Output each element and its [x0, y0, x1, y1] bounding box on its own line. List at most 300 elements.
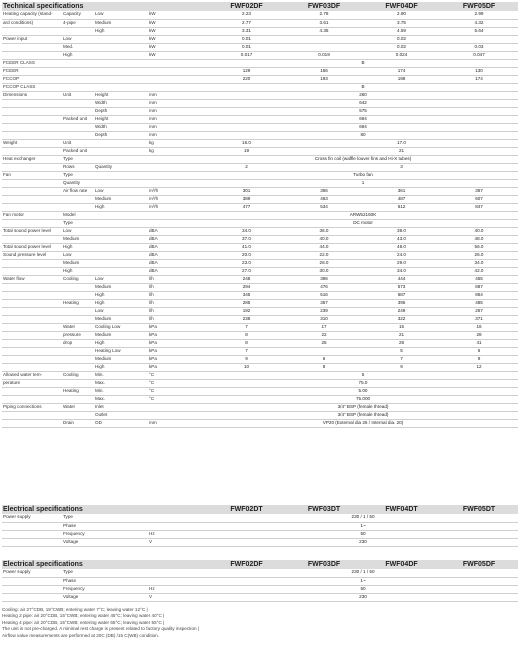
- footnote-line: Heating 2 pipe: air 20°CDB, 15°CWB; entering water 45°C; leaving water 40°C |: [2, 613, 165, 619]
- row-sublabel: 4-pipe: [62, 19, 94, 27]
- row-label: [2, 187, 62, 195]
- table-row: [2, 155, 518, 163]
- row-detail: [94, 251, 148, 259]
- value-cell: 444: [363, 275, 440, 283]
- row-sublabel: [62, 59, 94, 67]
- row-label: [2, 315, 62, 323]
- value-cell: 230 / 1 / 50: [208, 569, 518, 577]
- value-cell: 8: [208, 331, 285, 339]
- row-detail: Cooling Low: [94, 323, 148, 331]
- row-detail: [94, 35, 148, 43]
- value-cell: 28: [440, 331, 518, 339]
- row-unit: m³/h: [148, 195, 208, 203]
- row-label: FCEER: [2, 67, 62, 75]
- row-unit: mm: [148, 91, 208, 99]
- value-cell: 5: [208, 371, 518, 379]
- value-cell: 612: [363, 203, 440, 211]
- row-label: [2, 395, 62, 403]
- row-sublabel: Low: [62, 251, 94, 259]
- row-label: [2, 538, 62, 546]
- value-cell: 50: [208, 530, 518, 538]
- row-sublabel: [62, 203, 94, 211]
- row-sublabel: Rows: [62, 163, 94, 171]
- value-cell: 260: [208, 91, 518, 99]
- row-label: FCEER CLASS: [2, 59, 62, 67]
- table-row: [2, 147, 518, 155]
- row-sublabel: Medium: [62, 259, 94, 267]
- row-sublabel: Capacity: [62, 11, 94, 19]
- footnote-line: The unit is not pre-charged. A minimal rest charge is present related to factory quality inspection |: [2, 626, 200, 632]
- row-sublabel: [62, 27, 94, 35]
- row-sublabel: [62, 123, 94, 131]
- value-cell: 3.31: [208, 27, 285, 35]
- row-sublabel: Water: [62, 403, 94, 411]
- row-label: Fan: [2, 171, 62, 179]
- row-sublabel: Voltage: [62, 538, 94, 546]
- value-cell: 15: [363, 323, 440, 331]
- table-row: [2, 179, 518, 187]
- row-unit: Hz: [148, 585, 208, 593]
- table-row: [2, 235, 518, 243]
- row-sublabel: Type: [62, 171, 94, 179]
- row-detail: High: [94, 291, 148, 299]
- value-cell: 477: [208, 203, 285, 211]
- row-unit: mm: [148, 107, 208, 115]
- row-detail: Heating Low: [94, 347, 148, 355]
- row-sublabel: Medium: [62, 235, 94, 243]
- row-unit: [148, 179, 208, 187]
- model-header: FWF05DT: [440, 505, 518, 514]
- value-cell: 357: [285, 299, 363, 307]
- value-cell: 1~: [208, 522, 518, 530]
- row-unit: [148, 569, 208, 577]
- model-header: FWF03DF: [285, 2, 363, 11]
- row-unit: °C: [148, 395, 208, 403]
- row-detail: [94, 147, 148, 155]
- row-sublabel: High: [62, 243, 94, 251]
- value-cell: 30.0: [285, 267, 363, 275]
- value-cell: 4.32: [440, 19, 518, 27]
- model-header: FWF02DT: [208, 505, 285, 514]
- value-cell: 174: [440, 75, 518, 83]
- row-detail: Medium: [94, 315, 148, 323]
- value-cell: 16.0: [208, 139, 285, 147]
- value-cell: 20.0: [208, 251, 285, 259]
- value-cell: 10: [208, 363, 285, 371]
- row-label: [2, 147, 62, 155]
- row-label: [2, 51, 62, 59]
- row-label: [2, 291, 62, 299]
- row-label: [2, 593, 62, 601]
- row-label: [2, 363, 62, 371]
- row-unit: mm: [148, 131, 208, 139]
- value-cell: 3/4" BSP (female thread): [208, 411, 518, 419]
- row-sublabel: [62, 395, 94, 403]
- row-detail: Quantity: [94, 163, 148, 171]
- table-row: [2, 203, 518, 211]
- value-cell: 5.00: [208, 387, 518, 395]
- value-cell: 25: [285, 339, 363, 347]
- value-cell: 29.0: [363, 259, 440, 267]
- value-cell: 294: [208, 283, 285, 291]
- row-label: [2, 339, 62, 347]
- value-cell: 38.0: [363, 227, 440, 235]
- row-label: [2, 299, 62, 307]
- value-cell: 230: [208, 538, 518, 546]
- row-detail: [94, 211, 148, 219]
- table-row: [2, 331, 518, 339]
- value-cell: 17: [285, 323, 363, 331]
- value-cell: 5.64: [440, 27, 518, 35]
- table-row: [2, 123, 518, 131]
- value-cell: 238: [208, 315, 285, 323]
- value-cell: 22.0: [285, 251, 363, 259]
- row-sublabel: [62, 291, 94, 299]
- row-sublabel: [62, 67, 94, 75]
- value-cell: 476: [285, 283, 363, 291]
- row-detail: High: [94, 363, 148, 371]
- row-sublabel: Type: [62, 155, 94, 163]
- row-label: [2, 219, 62, 227]
- value-cell: 0.03: [440, 43, 518, 51]
- value-cell: 6: [440, 347, 518, 355]
- table-row: [2, 99, 518, 107]
- table-row: [2, 395, 518, 403]
- row-unit: [148, 403, 208, 411]
- row-detail: Depth: [94, 107, 148, 115]
- row-label: [2, 203, 62, 211]
- row-label: [2, 387, 62, 395]
- value-cell: 5: [363, 347, 440, 355]
- row-unit: V: [148, 538, 208, 546]
- table-row: [2, 59, 518, 67]
- row-unit: [148, 59, 208, 67]
- row-unit: [148, 577, 208, 585]
- row-sublabel: [62, 131, 94, 139]
- row-detail: Low: [94, 275, 148, 283]
- electrical-specifications-df-table: [2, 560, 518, 602]
- row-label: FCCOP CLASS: [2, 83, 62, 91]
- row-sublabel: Model: [62, 211, 94, 219]
- value-cell: 156: [285, 67, 363, 75]
- row-unit: [148, 411, 208, 419]
- value-cell: 21: [363, 147, 440, 155]
- row-unit: kg: [148, 147, 208, 155]
- row-sublabel: High: [62, 267, 94, 275]
- table-row: [2, 363, 518, 371]
- value-cell: 40.0: [285, 235, 363, 243]
- value-cell: [440, 35, 518, 43]
- row-detail: Medium: [94, 283, 148, 291]
- row-unit: dBA: [148, 251, 208, 259]
- row-sublabel: Frequency: [62, 585, 94, 593]
- value-cell: 230: [208, 593, 518, 601]
- row-label: [2, 195, 62, 203]
- value-cell: [285, 139, 363, 147]
- row-unit: °C: [148, 371, 208, 379]
- row-detail: Medium: [94, 331, 148, 339]
- row-unit: kW: [148, 35, 208, 43]
- row-detail: [94, 267, 148, 275]
- value-cell: [285, 347, 363, 355]
- row-label: [2, 131, 62, 139]
- table-row: [2, 569, 518, 577]
- table-row: [2, 51, 518, 59]
- value-cell: 75.000: [208, 395, 518, 403]
- row-detail: [94, 235, 148, 243]
- table-row: [2, 251, 518, 259]
- value-cell: 34.0: [440, 259, 518, 267]
- value-cell: ARW52160K: [208, 211, 518, 219]
- row-label: ard conditions): [2, 19, 62, 27]
- table-row: [2, 27, 518, 35]
- table-row: [2, 530, 518, 538]
- row-unit: kW: [148, 27, 208, 35]
- value-cell: 1: [208, 179, 518, 187]
- row-sublabel: Cooling: [62, 371, 94, 379]
- table-row: [2, 585, 518, 593]
- value-cell: 80: [208, 131, 518, 139]
- row-sublabel: [62, 315, 94, 323]
- row-label: Piping connections: [2, 403, 62, 411]
- value-cell: 249: [363, 307, 440, 315]
- value-cell: 44.0: [285, 243, 363, 251]
- row-unit: kPa: [148, 331, 208, 339]
- row-detail: Min.: [94, 371, 148, 379]
- value-cell: 6: [285, 355, 363, 363]
- table-row: [2, 275, 518, 283]
- row-unit: kPa: [148, 363, 208, 371]
- row-detail: [94, 171, 148, 179]
- row-sublabel: [62, 347, 94, 355]
- row-detail: [94, 155, 148, 163]
- model-header: FWF05DF: [440, 2, 518, 11]
- table-row: [2, 514, 518, 522]
- value-cell: 129: [208, 67, 285, 75]
- row-detail: Low: [94, 307, 148, 315]
- value-cell: 43.0: [363, 235, 440, 243]
- row-label: [2, 419, 62, 427]
- row-detail: Height: [94, 91, 148, 99]
- value-cell: 12: [440, 363, 518, 371]
- table-row: [2, 307, 518, 315]
- table-row: [2, 19, 518, 27]
- row-sublabel: Voltage: [62, 593, 94, 601]
- value-cell: 9: [440, 355, 518, 363]
- value-cell: 48.0: [363, 243, 440, 251]
- row-unit: °C: [148, 387, 208, 395]
- footnote-line: Heating 4 pipe: air 20°CDB, 15°CWB; entering water 65°C; leaving water 55°C |: [2, 619, 165, 625]
- value-cell: 7: [208, 323, 285, 331]
- value-cell: 75.0: [208, 379, 518, 387]
- row-sublabel: Heating: [62, 387, 94, 395]
- table-row: [2, 291, 518, 299]
- value-cell: 198: [363, 75, 440, 83]
- value-cell: 463: [285, 195, 363, 203]
- row-unit: [148, 514, 208, 522]
- row-sublabel: Phase: [62, 522, 94, 530]
- row-sublabel: High: [62, 51, 94, 59]
- value-cell: B: [208, 59, 518, 67]
- value-cell: 0.01: [208, 43, 285, 51]
- row-sublabel: [62, 411, 94, 419]
- row-detail: Low: [94, 11, 148, 19]
- row-unit: dBA: [148, 227, 208, 235]
- table-row: [2, 387, 518, 395]
- row-detail: [94, 75, 148, 83]
- table-title: Electrical specifications: [2, 505, 208, 514]
- table-row: [2, 43, 518, 51]
- value-cell: 2.90: [363, 11, 440, 19]
- table-row: [2, 187, 518, 195]
- row-unit: l/h: [148, 299, 208, 307]
- row-detail: [94, 83, 148, 91]
- value-cell: 36.0: [285, 227, 363, 235]
- row-sublabel: Low: [62, 227, 94, 235]
- table-row: [2, 219, 518, 227]
- value-cell: 192: [208, 307, 285, 315]
- value-cell: 26.0: [285, 259, 363, 267]
- row-sublabel: [62, 379, 94, 387]
- value-cell: 0.019: [285, 51, 363, 59]
- model-header: FWF03DF: [285, 560, 363, 569]
- value-cell: [285, 147, 363, 155]
- table-header-row: [2, 2, 518, 11]
- value-cell: 7: [208, 347, 285, 355]
- row-sublabel: pressure: [62, 331, 94, 339]
- row-sublabel: [62, 99, 94, 107]
- value-cell: VP20 (External dia 26 / Internal dia. 20): [208, 419, 518, 427]
- row-label: [2, 107, 62, 115]
- value-cell: 27.0: [208, 267, 285, 275]
- row-sublabel: Type: [62, 219, 94, 227]
- value-cell: 8: [208, 339, 285, 347]
- row-sublabel: [62, 307, 94, 315]
- value-cell: [440, 163, 518, 171]
- row-detail: [94, 59, 148, 67]
- row-unit: [148, 83, 208, 91]
- value-cell: 9: [363, 363, 440, 371]
- table-row: [2, 195, 518, 203]
- value-cell: 130: [440, 67, 518, 75]
- value-cell: 356: [285, 187, 363, 195]
- model-header: FWF05DF: [440, 560, 518, 569]
- value-cell: 0.02: [363, 43, 440, 51]
- table-row: [2, 139, 518, 147]
- footnote-line: Cooling: air 27°CDB, 19°CWB; entering water 7°C; leaving water 12°C |: [2, 607, 148, 612]
- row-sublabel: [62, 75, 94, 83]
- table-row: [2, 577, 518, 585]
- row-label: [2, 179, 62, 187]
- table-row: [2, 538, 518, 546]
- row-unit: mm: [148, 115, 208, 123]
- row-sublabel: Cooling: [62, 275, 94, 283]
- row-detail: Max.: [94, 395, 148, 403]
- row-label: [2, 27, 62, 35]
- row-label: Power supply: [2, 569, 62, 577]
- row-sublabel: Unit: [62, 91, 94, 99]
- value-cell: 687: [363, 291, 440, 299]
- row-detail: [94, 139, 148, 147]
- row-label: [2, 99, 62, 107]
- row-detail: Depth: [94, 131, 148, 139]
- row-detail: [94, 577, 148, 585]
- value-cell: 4.59: [363, 27, 440, 35]
- table-row: [2, 131, 518, 139]
- row-unit: [148, 155, 208, 163]
- row-unit: l/h: [148, 315, 208, 323]
- table-row: [2, 35, 518, 43]
- value-cell: 3: [363, 163, 440, 171]
- value-cell: 41.0: [208, 243, 285, 251]
- row-detail: [94, 259, 148, 267]
- value-cell: 389: [208, 195, 285, 203]
- row-label: Weight: [2, 139, 62, 147]
- value-cell: 485: [440, 299, 518, 307]
- row-unit: kW: [148, 51, 208, 59]
- table-row: [2, 67, 518, 75]
- table-row: [2, 171, 518, 179]
- row-sublabel: Heating: [62, 299, 94, 307]
- row-label: [2, 115, 62, 123]
- value-cell: 607: [440, 195, 518, 203]
- value-cell: [285, 163, 363, 171]
- value-cell: 285: [208, 299, 285, 307]
- row-label: Fan motor: [2, 211, 62, 219]
- row-sublabel: Type: [62, 514, 94, 522]
- model-header: FWF04DT: [363, 505, 440, 514]
- value-cell: 17.0: [363, 139, 440, 147]
- row-label: [2, 530, 62, 538]
- table-row: [2, 411, 518, 419]
- value-cell: 694: [208, 115, 518, 123]
- row-unit: m³/h: [148, 203, 208, 211]
- row-sublabel: Drain: [62, 419, 94, 427]
- value-cell: 19: [208, 147, 285, 155]
- row-label: Total sound power level: [2, 227, 62, 235]
- row-detail: [94, 219, 148, 227]
- row-label: Allowed water tem-: [2, 371, 62, 379]
- row-unit: mm: [148, 99, 208, 107]
- row-label: [2, 235, 62, 243]
- table-row: [2, 11, 518, 19]
- value-cell: 687: [440, 283, 518, 291]
- table-row: [2, 347, 518, 355]
- value-cell: 23.0: [208, 259, 285, 267]
- row-label: [2, 355, 62, 363]
- value-cell: 2.78: [285, 11, 363, 19]
- row-sublabel: Quantity: [62, 179, 94, 187]
- row-label: [2, 585, 62, 593]
- footnotes: [2, 607, 518, 639]
- value-cell: 322: [363, 315, 440, 323]
- row-label: perature: [2, 379, 62, 387]
- row-detail: Medium: [94, 195, 148, 203]
- value-cell: 3.61: [285, 19, 363, 27]
- table-row: [2, 593, 518, 601]
- row-label: Heating capacity (stand-: [2, 11, 62, 19]
- table-row: [2, 75, 518, 83]
- value-cell: 0.02: [363, 35, 440, 43]
- row-detail: [94, 530, 148, 538]
- row-label: [2, 522, 62, 530]
- value-cell: 396: [285, 275, 363, 283]
- row-sublabel: [62, 283, 94, 291]
- row-sublabel: Air flow rate: [62, 187, 94, 195]
- row-unit: mm: [148, 123, 208, 131]
- row-detail: [94, 585, 148, 593]
- row-unit: kg: [148, 139, 208, 147]
